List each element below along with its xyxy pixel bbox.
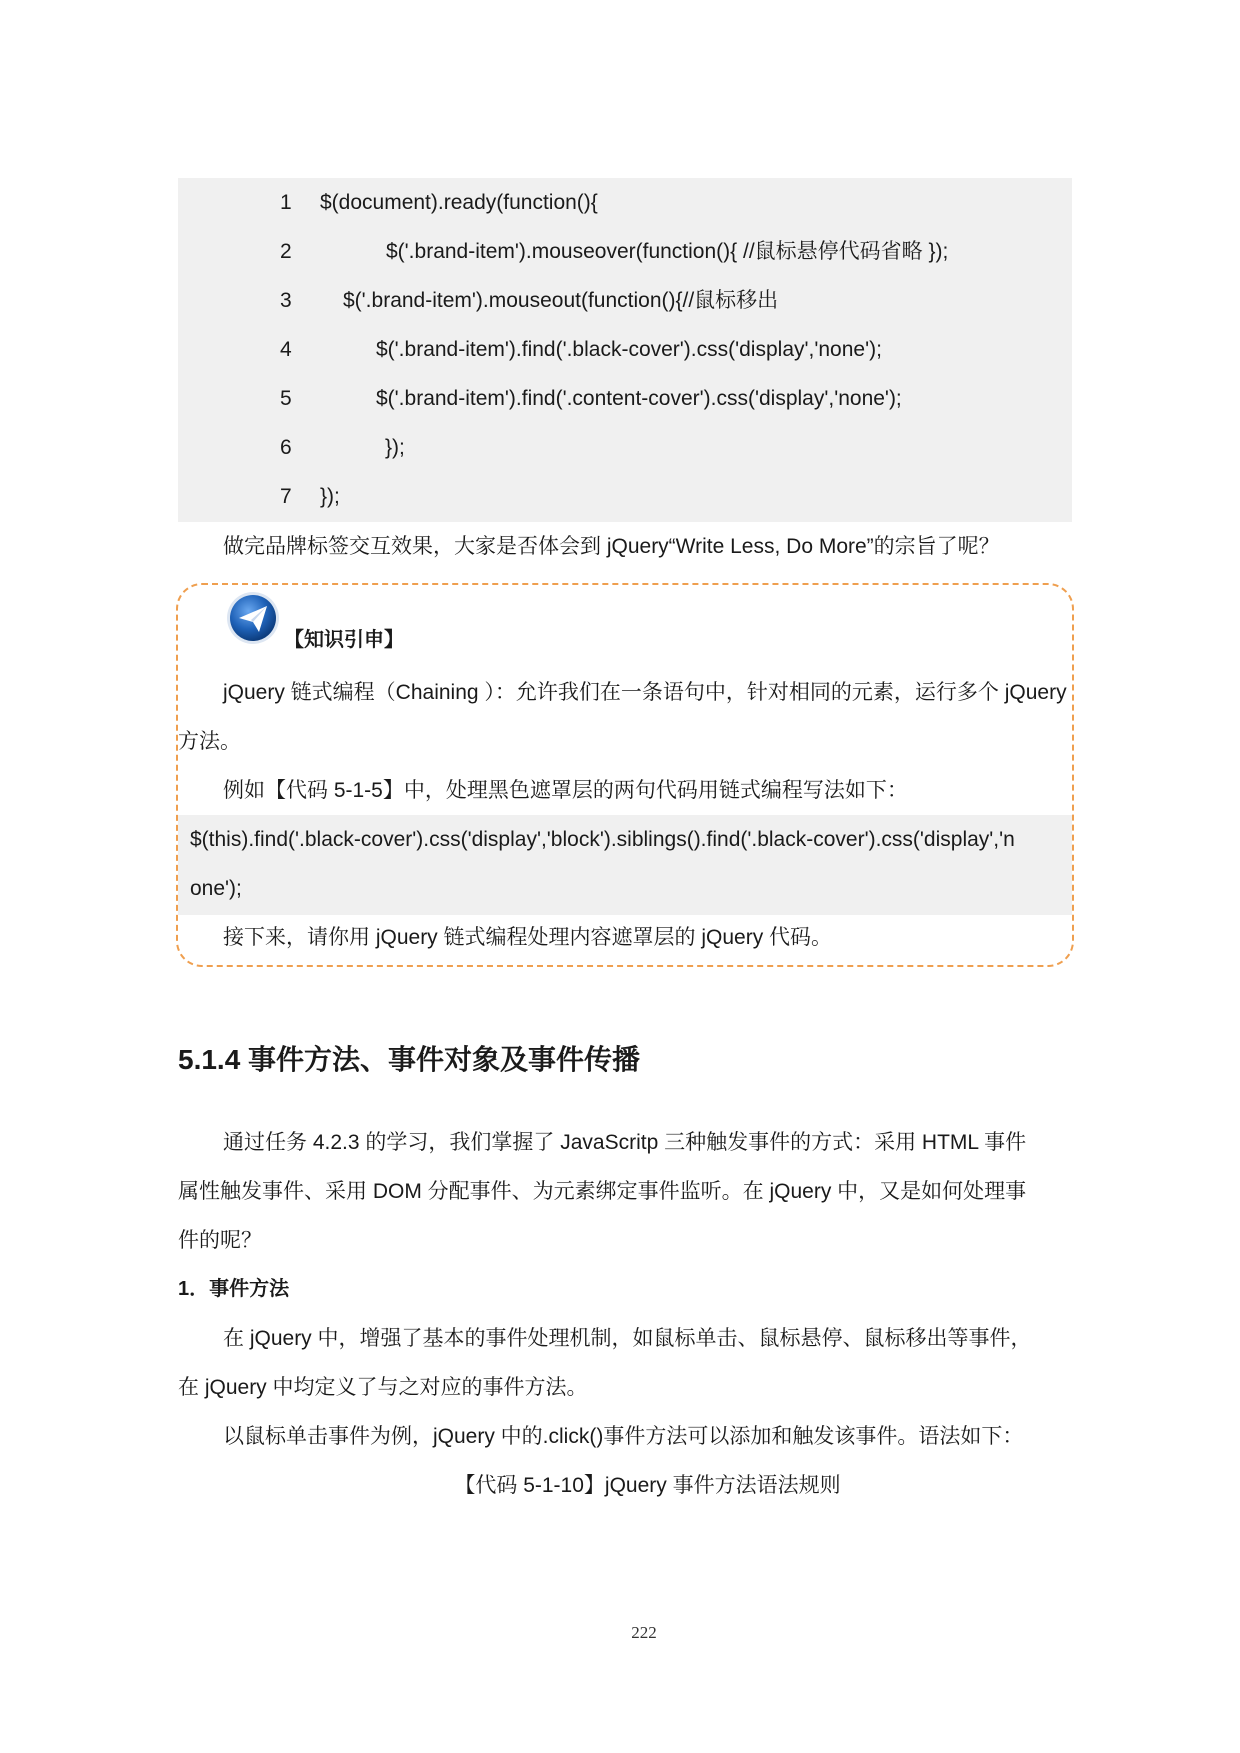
tip-paragraph: 方法。 <box>178 730 241 753</box>
code-text: $('.brand-item').mouseover(function(){ //鼠标悬停代码省略 }); <box>386 240 949 263</box>
code-text: }); <box>385 436 405 459</box>
page-number: 222 <box>631 1623 657 1642</box>
body-paragraph: 在 jQuery 中，增强了基本的事件处理机制，如鼠标单击、鼠标悬停、鼠标移出等事件， <box>223 1327 1032 1350</box>
code-text: $(document).ready(function(){ <box>320 191 598 214</box>
line-number: 2 <box>280 240 292 263</box>
line-number: 6 <box>280 436 292 459</box>
body-paragraph: 属性触发事件、采用 DOM 分配事件、为元素绑定事件监听。在 jQuery 中，又是如何处理事 <box>178 1180 1027 1203</box>
code-block <box>178 178 1072 522</box>
tip-code-line: $(this).find('.black-cover').css('display','block').siblings().find('.black-cover').css('display','n <box>190 828 1015 851</box>
code-line <box>178 227 1072 276</box>
body-paragraph: 件的呢？ <box>178 1229 262 1252</box>
sub-heading: 1．事件方法 <box>178 1278 290 1300</box>
code-text: $('.brand-item').find('.content-cover').css('display','none'); <box>376 387 902 410</box>
code-line <box>178 276 1072 325</box>
tip-paragraph: 例如【代码 5-1-5】中，处理黑色遮罩层的两句代码用链式编程写法如下： <box>223 779 908 802</box>
tip-code-line: one'); <box>190 877 242 900</box>
line-number: 5 <box>280 387 292 410</box>
line-number: 4 <box>280 338 292 361</box>
body-paragraph: 以鼠标单击事件为例，jQuery 中的.click()事件方法可以添加和触发该事件。语法如下： <box>223 1425 1024 1448</box>
code-text: $('.brand-item').find('.black-cover').css('display','none'); <box>376 338 882 361</box>
body-paragraph: 通过任务 4.2.3 的学习，我们掌握了 JavaScritp 三种触发事件的方式：采用 HTML 事件 <box>223 1131 1027 1154</box>
code-line <box>178 374 1072 423</box>
code-caption: 【代码 5-1-10】jQuery 事件方法语法规则 <box>454 1474 841 1497</box>
code-line <box>178 178 1072 227</box>
code-line <box>178 423 1072 472</box>
tip-paragraph: 接下来，请你用 jQuery 链式编程处理内容遮罩层的 jQuery 代码。 <box>223 926 833 949</box>
section-heading: 5.1.4 事件方法、事件对象及事件传播 <box>178 1044 641 1075</box>
line-number: 1 <box>280 191 292 214</box>
tip-paragraph: jQuery 链式编程（Chaining ）：允许我们在一条语句中，针对相同的元素，运行多个 jQuery <box>223 681 1067 704</box>
paper-plane-icon <box>225 590 281 646</box>
code-text: }); <box>320 485 340 508</box>
body-paragraph: 在 jQuery 中均定义了与之对应的事件方法。 <box>178 1376 588 1399</box>
code-line <box>178 325 1072 374</box>
code-text: $('.brand-item').mouseout(function(){//鼠标移出 <box>343 289 779 312</box>
after-code-paragraph: 做完品牌标签交互效果，大家是否体会到 jQuery“Write Less, Do More”的宗旨了呢？ <box>223 535 1000 558</box>
code-line <box>178 472 1072 521</box>
line-number: 3 <box>280 289 292 312</box>
line-number: 7 <box>280 485 292 508</box>
tip-title: 【知识引申】 <box>284 629 404 651</box>
